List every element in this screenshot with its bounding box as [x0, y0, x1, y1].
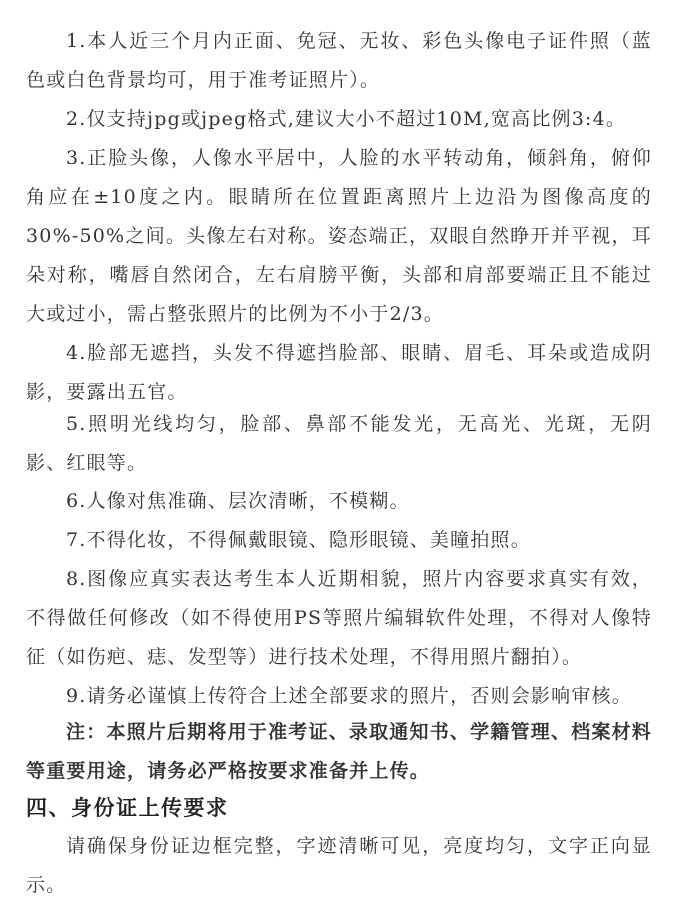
requirement-5: 5.照明光线均匀，脸部、鼻部不能发光，无高光、光斑，无阴影、红眼等。 — [26, 413, 652, 474]
requirement-1: 1.本人近三个月内正面、免冠、无妆、彩色头像电子证件照（蓝色或白色背景均可，用于准考证照片）。 — [26, 30, 652, 91]
requirement-3: 3.正脸头像，人像水平居中，人脸的水平转动角，倾斜角，俯仰角应在±10度之内。眼睛所在位置距离照片上边沿为图像高度的30%-50%之间。头像左右对称。姿态端正，双眼自然睁开并平视，耳朵对称，嘴唇自然闭合，左右肩膀平衡，头部和肩部要端正且不能过大或过小，需占整张照片的比例为不小于2/3。 — [26, 147, 652, 325]
id-card-requirement: 请确保身份证边框完整，字迹清晰可见，亮度均匀，文字正向显示。 — [26, 835, 652, 896]
requirement-8: 8.图像应真实表达考生本人近期相貌，照片内容要求真实有效，不得做任何修改（如不得使用PS等照片编辑软件处理，不得对人像特征（如伤疤、痣、发型等）进行技术处理，不得用照片翻拍）。 — [26, 568, 652, 668]
requirement-6: 6.人像对焦准确、层次清晰，不模糊。 — [66, 490, 410, 512]
requirement-9: 9.请务必谨慎上传符合上述全部要求的照片，否则会影响审核。 — [66, 685, 632, 707]
requirement-7: 7.不得化妆，不得佩戴眼镜、隐形眼镜、美瞳拍照。 — [66, 529, 531, 551]
requirement-2: 2.仅支持jpg或jpeg格式,建议大小不超过10M,宽高比例3:4。 — [66, 108, 627, 130]
requirement-4: 4.脸部无遮挡，头发不得遮挡脸部、眼睛、眉毛、耳朵或造成阴影，要露出五官。 — [26, 342, 652, 403]
important-note: 注：本照片后期将用于准考证、录取通知书、学籍管理、档案材料等重要用途，请务必严格按要求准备并上传。 — [26, 721, 652, 782]
section-heading: 四、身份证上传要求 — [26, 796, 229, 820]
